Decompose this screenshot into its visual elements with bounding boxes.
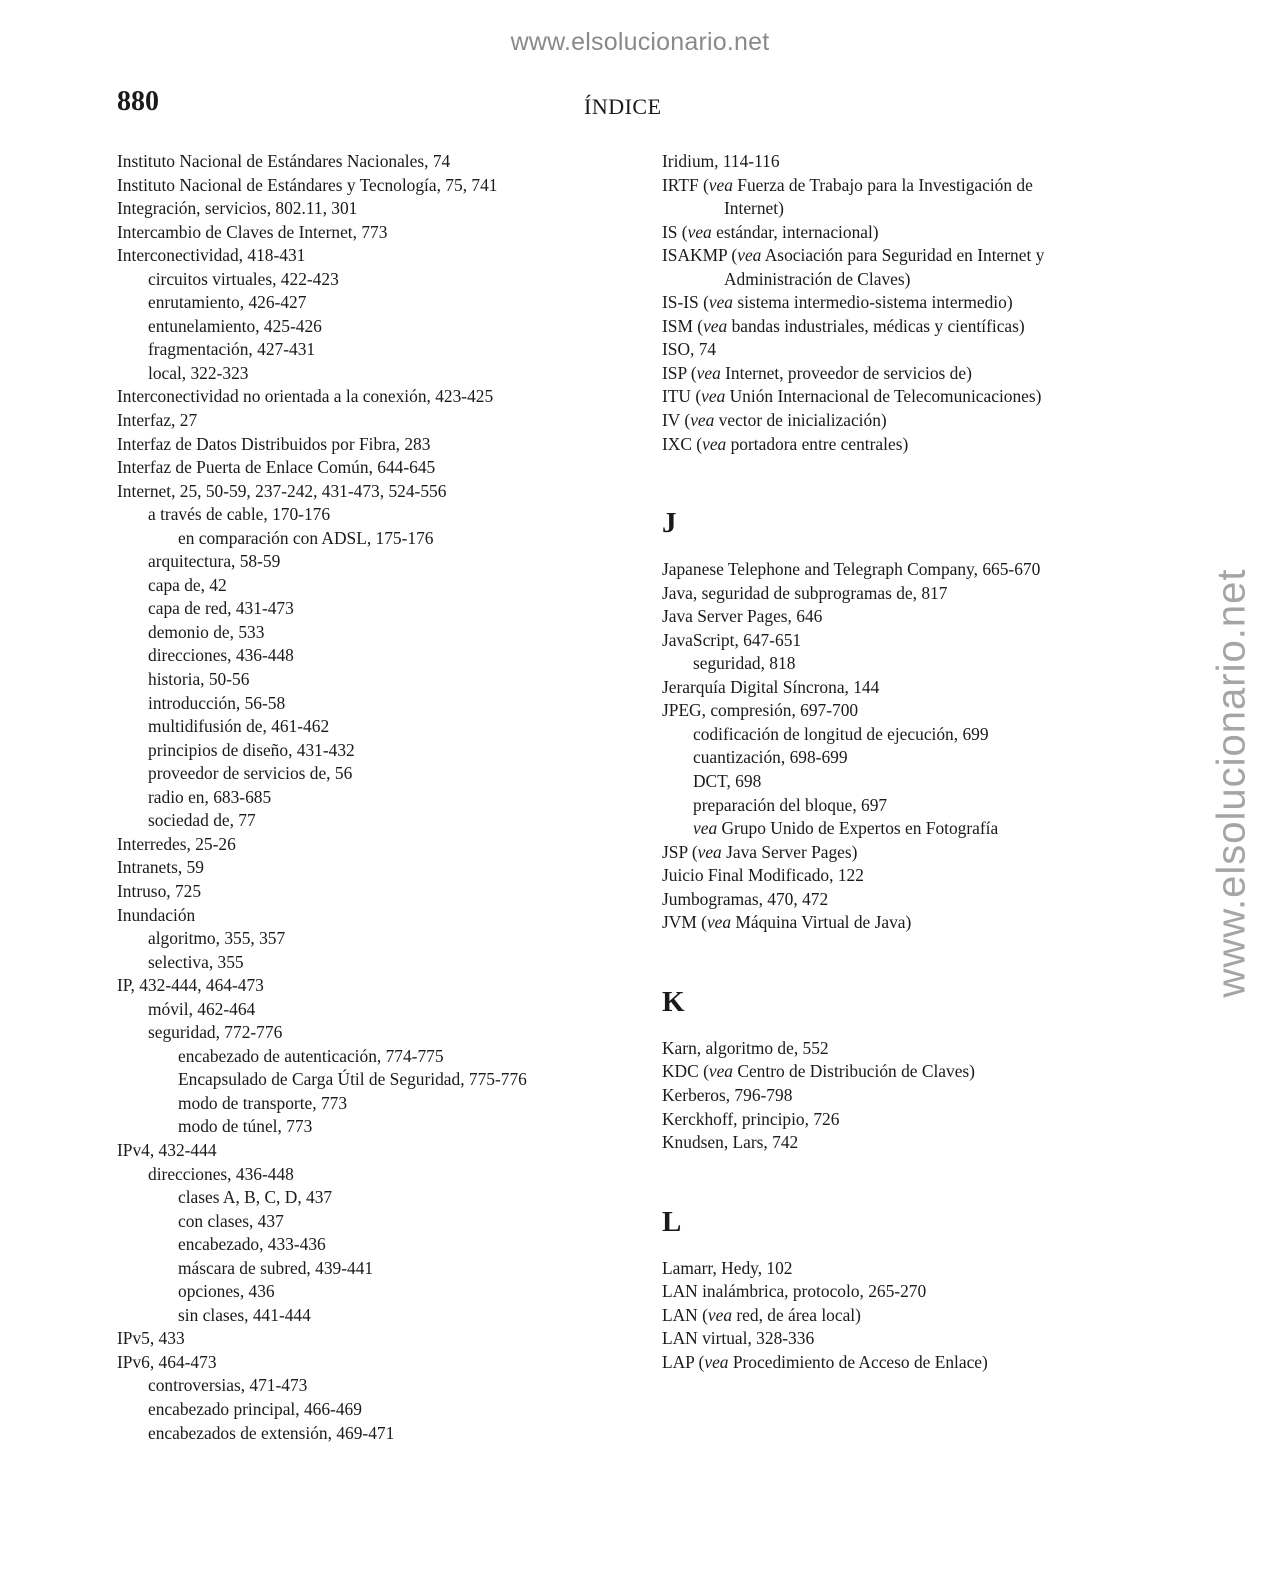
index-subsubentry: modo de túnel, 773	[178, 1116, 313, 1137]
index-entry: Iridium, 114-116	[662, 151, 780, 171]
index-subentry: codificación de longitud de ejecución, 699	[693, 723, 989, 744]
index-subentry: encabezados de extensión, 469-471	[148, 1422, 395, 1443]
index-subentry: capa de, 42	[148, 574, 227, 595]
index-entry: ISP (vea Internet, proveedor de servicios de)	[662, 362, 972, 383]
index-subentry: seguridad, 772-776	[148, 1022, 283, 1043]
index-entry: IPv4, 432-444	[117, 1139, 217, 1160]
index-entry: ISAKMP (vea Asociación para Seguridad en Internet y Administración de Claves)	[662, 245, 1045, 289]
index-subentry: circuitos virtuales, 422-423	[148, 268, 339, 289]
index-subentry: móvil, 462-464	[148, 998, 256, 1019]
index-entry: Intruso, 725	[117, 880, 202, 901]
index-entry: Interfaz de Datos Distribuidos por Fibra, 283	[117, 433, 431, 454]
index-entry: Java, seguridad de subprogramas de, 817	[662, 582, 948, 603]
index-entry: Lamarr, Hedy, 102	[662, 1257, 793, 1278]
index-entry: IP, 432-444, 464-473	[117, 975, 264, 996]
index-subentry: encabezado principal, 466-469	[148, 1398, 362, 1419]
index-subentry: preparación del bloque, 697	[693, 794, 888, 815]
index-entry: Jerarquía Digital Síncrona, 144	[662, 676, 880, 697]
index-subentry: historia, 50-56	[148, 669, 250, 690]
index-subentry: arquitectura, 58-59	[148, 551, 281, 572]
page-number: 880	[117, 86, 159, 117]
index-subsubentry: encabezado, 433-436	[178, 1234, 326, 1255]
index-subentry: direcciones, 436-448	[148, 1163, 294, 1184]
index-subentry: vea Grupo Unido de Expertos en Fotografía	[693, 818, 999, 839]
index-subsubentry: opciones, 436	[178, 1281, 275, 1302]
index-entry: Interconectividad no orientada a la conexión, 423-425	[117, 386, 494, 407]
index-subsubentry: Encapsulado de Carga Útil de Seguridad, 775-776	[178, 1069, 527, 1090]
index-column-left	[117, 150, 637, 1445]
index-entry: Inundación	[117, 904, 196, 925]
index-subsubentry: con clases, 437	[178, 1210, 284, 1231]
index-subentry: controversias, 471-473	[148, 1375, 308, 1396]
index-subentry: cuantización, 698-699	[693, 747, 848, 768]
index-entry: JavaScript, 647-651	[662, 629, 802, 650]
index-entry: Japanese Telephone and Telegraph Company, 665-670	[662, 559, 1041, 580]
index-subentry: a través de cable, 170-176	[148, 504, 331, 525]
index-subsubentry: encabezado de autenticación, 774-775	[178, 1045, 444, 1066]
index-subentry: sociedad de, 77	[148, 810, 256, 831]
index-subsubentry: sin clases, 441-444	[178, 1304, 311, 1325]
index-subentry: enrutamiento, 426-427	[148, 292, 307, 313]
index-subentry: introducción, 56-58	[148, 692, 286, 713]
index-subentry: principios de diseño, 431-432	[148, 739, 355, 760]
index-subsubentry: en comparación con ADSL, 175-176	[178, 527, 434, 548]
index-subentry: radio en, 683-685	[148, 786, 272, 807]
page-title: ÍNDICE	[584, 94, 662, 119]
index-subentry: direcciones, 436-448	[148, 645, 294, 666]
index-entry: Java Server Pages, 646	[662, 606, 823, 627]
index-subentry: multidifusión de, 461-462	[148, 716, 330, 737]
index-entry: Juicio Final Modificado, 122	[662, 865, 864, 886]
index-entry: JSP (vea Java Server Pages)	[662, 841, 858, 862]
index-entry: Jumbogramas, 470, 472	[662, 888, 829, 909]
index-subentry: DCT, 698	[693, 771, 762, 792]
index-entry: IS-IS (vea sistema intermedio-sistema intermedio)	[662, 292, 1013, 313]
index-subentry: proveedor de servicios de, 56	[148, 763, 353, 784]
index-entry: IXC (vea portadora entre centrales)	[662, 433, 909, 454]
index-entry: IS (vea estándar, internacional)	[662, 221, 879, 242]
watermark-top: www.elsolucionario.net	[510, 28, 770, 56]
section-letter-l: L	[662, 1205, 682, 1238]
index-entry: Kerberos, 796-798	[662, 1084, 793, 1105]
index-entry: LAN inalámbrica, protocolo, 265-270	[662, 1281, 927, 1302]
index-entry: IRTF (vea Fuerza de Trabajo para la Investigación de Internet)	[662, 174, 1033, 219]
section-letter-k: K	[662, 985, 685, 1018]
index-entry: Interconectividad, 418-431	[117, 245, 306, 266]
index-entry: Interredes, 25-26	[117, 833, 236, 854]
index-entry: Internet, 25, 50-59, 237-242, 431-473, 524-556	[117, 480, 447, 501]
index-subentry: fragmentación, 427-431	[148, 339, 316, 360]
index-entry: Karn, algoritmo de, 552	[662, 1037, 829, 1058]
index-entry: LAN virtual, 328-336	[662, 1328, 815, 1349]
index-entry: LAP (vea Procedimiento de Acceso de Enlace)	[662, 1351, 988, 1372]
watermark-side: www.elsolucionario.net	[1209, 568, 1254, 998]
index-entry: JPEG, compresión, 697-700	[662, 700, 859, 721]
index-entry: Interfaz, 27	[117, 410, 198, 431]
index-entry: IV (vea vector de inicialización)	[662, 410, 887, 431]
index-entry: JVM (vea Máquina Virtual de Java)	[662, 912, 912, 933]
index-subentry: entunelamiento, 425-426	[148, 315, 322, 336]
index-subentry: seguridad, 818	[693, 653, 796, 674]
index-entry: ITU (vea Unión Internacional de Telecomunicaciones)	[662, 386, 1042, 407]
index-entry: ISM (vea bandas industriales, médicas y científicas)	[662, 315, 1025, 336]
index-entry: KDC (vea Centro de Distribución de Claves)	[662, 1061, 975, 1082]
index-entry: IPv5, 433	[117, 1328, 185, 1349]
index-entry: LAN (vea red, de área local)	[662, 1304, 861, 1325]
index-entry: Kerckhoff, principio, 726	[662, 1108, 840, 1129]
index-subsubentry: máscara de subred, 439-441	[178, 1257, 374, 1278]
index-entry: IPv6, 464-473	[117, 1351, 217, 1372]
index-entry: Knudsen, Lars, 742	[662, 1132, 799, 1153]
index-entry: Instituto Nacional de Estándares y Tecnología, 75, 741	[117, 174, 498, 195]
section-letter-j: J	[662, 507, 677, 540]
index-entry: Intercambio de Claves de Internet, 773	[117, 221, 388, 242]
index-column-right	[662, 150, 1132, 1374]
index-subentry: selectiva, 355	[148, 951, 244, 972]
index-subsubentry: clases A, B, C, D, 437	[178, 1187, 333, 1208]
index-subentry: algoritmo, 355, 357	[148, 928, 286, 949]
index-entry: Integración, servicios, 802.11, 301	[117, 198, 358, 219]
index-subsubentry: modo de transporte, 773	[178, 1092, 348, 1113]
index-entry: Instituto Nacional de Estándares Nacionales, 74	[117, 151, 451, 171]
index-entry: ISO, 74	[662, 339, 717, 360]
index-subentry: capa de red, 431-473	[148, 598, 294, 619]
index-subentry: local, 322-323	[148, 362, 249, 383]
index-entry: Intranets, 59	[117, 857, 204, 878]
index-entry: Interfaz de Puerta de Enlace Común, 644-645	[117, 457, 436, 478]
index-subentry: demonio de, 533	[148, 621, 265, 642]
